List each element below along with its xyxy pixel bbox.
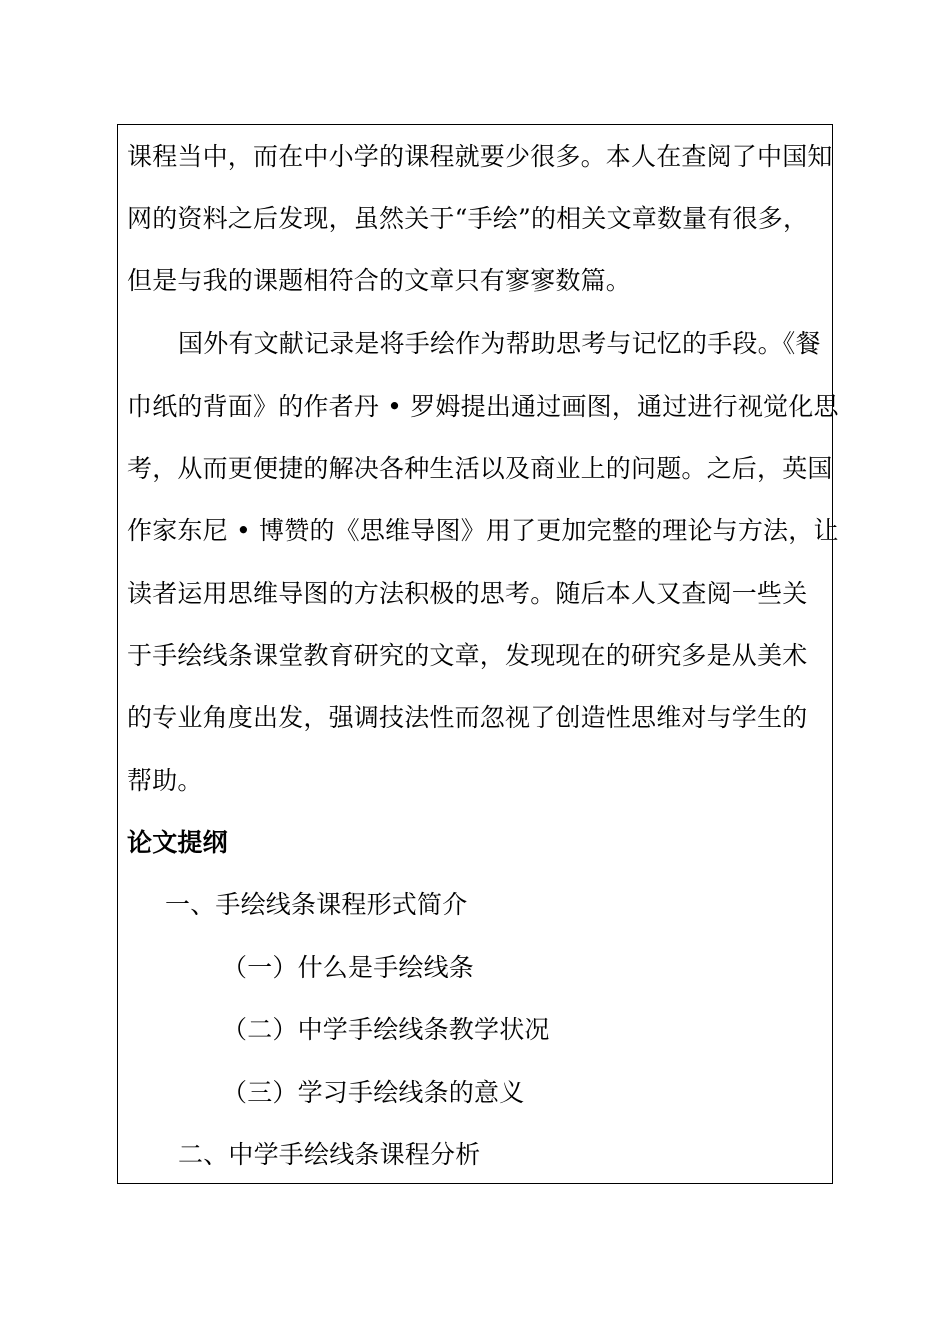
text-line: 巾纸的背面》的作者丹 • 罗姆提出通过画图，通过进行视觉化思 bbox=[127, 392, 839, 421]
outline-item: （一）什么是手绘线条 bbox=[222, 953, 475, 982]
outline-item: （三）学习手绘线条的意义 bbox=[222, 1078, 525, 1107]
outline-section-2: 二、中学手绘线条课程分析 bbox=[178, 1140, 481, 1169]
text-line: 考，从而更便捷的解决各种生活以及商业上的问题。之后，英国 bbox=[127, 454, 833, 483]
text-line: 的专业角度出发，强调技法性而忽视了创造性思维对与学生的 bbox=[127, 703, 808, 732]
text-line: 帮助。 bbox=[127, 766, 203, 795]
outline-item: （二）中学手绘线条教学状况 bbox=[222, 1015, 550, 1044]
outline-heading: 论文提纲 bbox=[127, 828, 228, 857]
text-line: 作家东尼 • 博赞的《思维导图》用了更加完整的理论与方法，让 bbox=[127, 516, 839, 545]
text-line: 读者运用思维导图的方法积极的思考。随后本人又查阅一些关 bbox=[127, 579, 808, 608]
text-line: 但是与我的课题相符合的文章只有寥寥数篇。 bbox=[127, 266, 632, 295]
text-line: 国外有文献记录是将手绘作为帮助思考与记忆的手段。《餐 bbox=[178, 329, 821, 358]
outline-section-1: 一、手绘线条课程形式简介 bbox=[165, 890, 468, 919]
text-line: 网的资料之后发现，虽然关于“手绘”的相关文章数量有很多， bbox=[127, 204, 809, 233]
text-line: 课程当中，而在中小学的课程就要少很多。本人在查阅了中国知 bbox=[127, 142, 833, 171]
text-line: 于手绘线条课堂教育研究的文章，发现现在的研究多是从美术 bbox=[127, 641, 808, 670]
